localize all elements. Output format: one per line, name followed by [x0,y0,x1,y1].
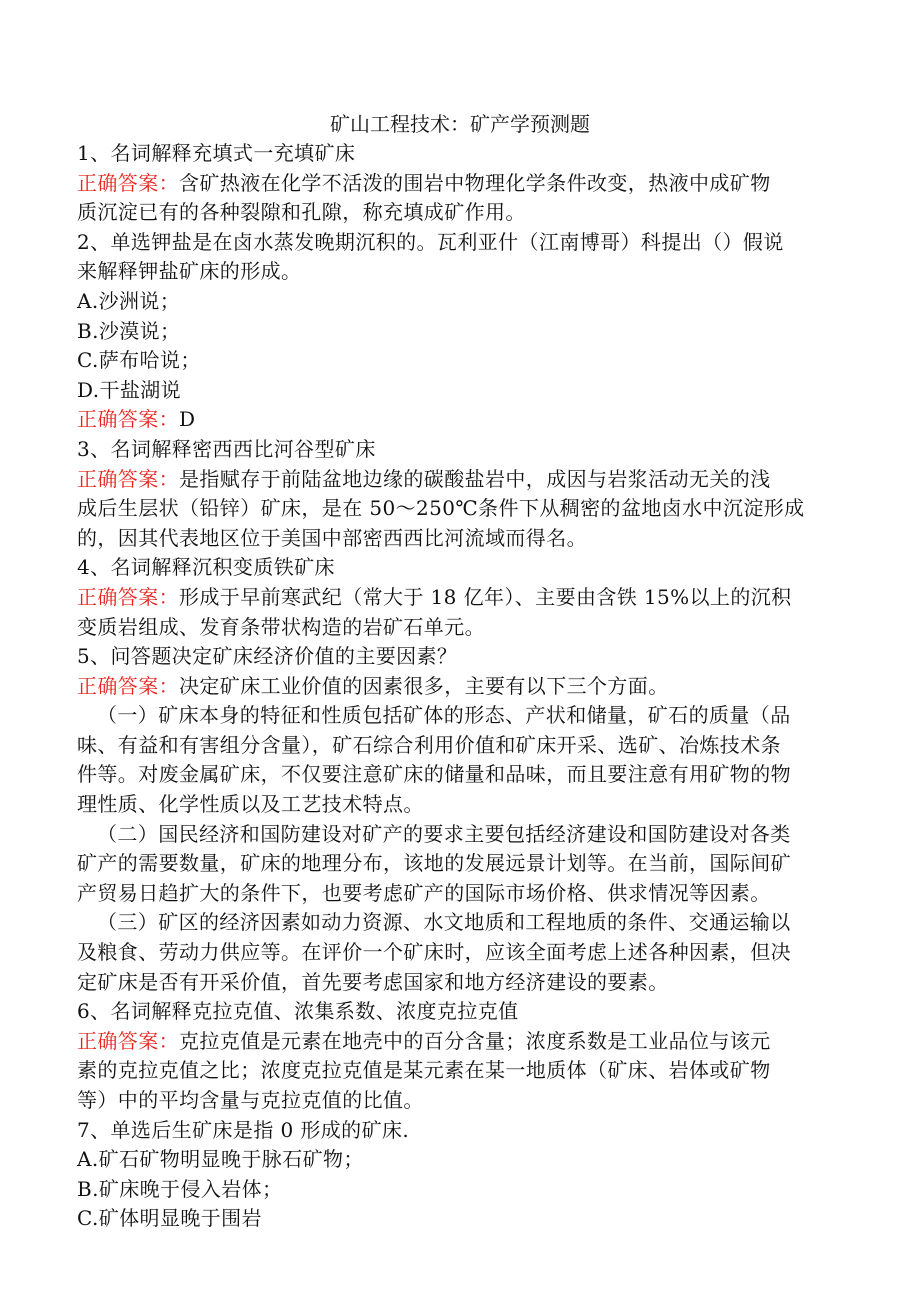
line-text: （三）矿区的经济因素如动力资源、水文地质和工程地质的条件、交通运输以 [97,910,791,935]
line-text: 含矿热液在化学不活泼的围岩中物理化学条件改变，热液中成矿物 [179,170,771,195]
line-text: 2、单选钾盐是在卤水蒸发晚期沉积的。瓦利亚什（江南博哥）科提出（）假说 [77,229,784,254]
text-line [77,198,825,228]
text-line [77,1086,825,1116]
line-text: 的，因其代表地区位于美国中部密西西比河流域而得名。 [77,525,587,550]
line-text: 味、有益和有害组分含量），矿石综合利用价值和矿床开采、选矿、冶炼技术条 [77,732,781,757]
line-text: C.矿体明显晚于围岩 [77,1206,262,1231]
text-line [77,968,825,998]
line-text: B.矿床晚于侵入岩体； [77,1176,283,1201]
answer-label: 正确答案： [77,584,179,609]
text-line [77,849,825,879]
text-line [77,1116,825,1146]
line-text: 来解释钾盐矿床的形成。 [77,259,302,284]
line-text: D [179,407,196,432]
line-text: 理性质、化学性质以及工艺技术特点。 [77,792,424,817]
text-line [77,613,825,643]
line-text: （二）国民经济和国防建设对矿产的要求主要包括经济建设和国防建设对各类 [97,821,791,846]
line-text: 素的克拉克值之比；浓度克拉克值是某元素在某一地质体（矿床、岩体或矿物 [77,1058,771,1083]
text-line [77,997,825,1027]
text-line [77,553,825,583]
text-line [77,938,825,968]
line-text: 形成于早前寒武纪（常大于 18 亿年）、主要由含铁 15%以上的沉积 [179,584,792,609]
line-text: C.萨布哈说； [77,348,201,373]
text-line [77,257,825,287]
text-line [77,701,825,731]
text-line [77,346,825,376]
line-text: 6、名词解释克拉克值、浓集系数、浓度克拉克值 [77,999,519,1024]
text-line [77,1175,825,1205]
document-title: 矿山工程技术：矿产学预测题 [330,112,590,136]
line-text: 质沉淀已有的各种裂隙和孔隙，称充填成矿作用。 [77,200,526,225]
text-line [77,908,825,938]
line-text: 3、名词解释密西西比河谷型矿床 [77,436,376,461]
line-text: 定矿床是否有开采价值，首先要考虑国家和地方经济建设的要素。 [77,969,669,994]
line-text: A.矿石矿物明显晚于脉石矿物； [77,1147,364,1172]
text-line [77,790,825,820]
line-text: 7、单选后生矿床是指 0 形成的矿床. [77,1117,410,1142]
text-line [77,1145,825,1175]
text-line [77,524,825,554]
line-text: 1、名词解释充填式一充填矿床 [77,141,356,165]
text-line [77,317,825,347]
text-line [77,879,825,909]
text-line [77,494,825,524]
text-line [77,228,825,258]
answer-line [77,672,825,702]
line-text: B.沙漠说； [77,318,181,343]
line-text: 克拉克值是元素在地壳中的百分含量；浓度系数是工业品位与该元 [179,1028,771,1053]
text-line [77,139,825,169]
answer-label: 正确答案： [77,673,179,698]
answer-line [77,405,825,435]
line-text: 决定矿床工业价值的因素很多，主要有以下三个方面。 [179,673,669,698]
line-text: （一）矿床本身的特征和性质包括矿体的形态、产状和储量，矿石的质量（品 [97,703,791,728]
answer-label: 正确答案： [77,466,179,491]
answer-line [77,169,825,199]
line-text: D.干盐湖说 [77,377,182,402]
document-body [77,139,825,1234]
answer-label: 正确答案： [77,407,179,432]
answer-label: 正确答案： [77,1028,179,1053]
text-line [77,376,825,406]
text-line [77,731,825,761]
line-text: 成后生层状（铅锌）矿床，是在 50～250℃条件下从稠密的盆地卤水中沉淀形成 [77,496,805,521]
answer-line [77,465,825,495]
line-text: 5、问答题决定矿床经济价值的主要因素？ [77,644,458,669]
text-line [77,820,825,850]
text-line [77,1204,825,1234]
text-line [77,287,825,317]
line-text: 是指赋存于前陆盆地边缘的碳酸盐岩中，成因与岩浆活动无关的浅 [179,466,771,491]
text-line [77,642,825,672]
line-text: 等）中的平均含量与克拉克值的比值。 [77,1088,424,1112]
answer-label: 正确答案： [77,170,179,195]
line-text: 矿产的需要数量，矿床的地理分布，该地的发展远景计划等。在当前，国际间矿 [77,851,791,876]
text-line [77,760,825,790]
text-line [77,1056,825,1086]
line-text: 产贸易日趋扩大的条件下，也要考虑矿产的国际市场价格、供求情况等因素。 [77,880,771,905]
answer-line [77,583,825,613]
line-text: 件等。对废金属矿床，不仅要注意矿床的储量和品味，而且要注意有用矿物的物 [77,762,791,787]
text-line [77,435,825,465]
line-text: 变质岩组成、发育条带状构造的岩矿石单元。 [77,614,485,639]
line-text: 及粮食、劳动力供应等。在评价一个矿床时，应该全面考虑上述各种因素，但决 [77,940,791,965]
answer-line [77,1027,825,1057]
line-text: 4、名词解释沉积变质铁矿床 [77,555,335,580]
line-text: A.沙洲说； [77,288,181,313]
